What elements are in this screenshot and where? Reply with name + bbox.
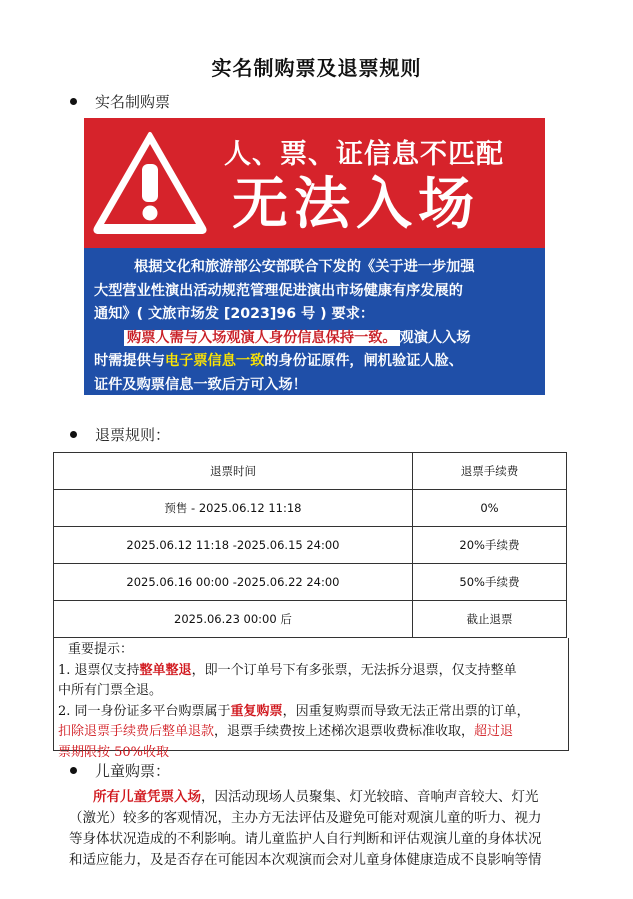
warning-triangle-icon [92,130,208,234]
notes-red-text: 扣除退票手续费后整单退款 [58,724,215,739]
notes-line [58,722,564,743]
notes-line [58,661,564,682]
banner-text-line: 大型营业性演出活动规范管理促进演出市场健康有序发展的 [94,282,463,299]
document-title: 实名制购票及退票规则 [211,56,422,80]
table-row [54,564,567,601]
notes-text: 2. 同一身份证多平台购票属于 [58,703,231,719]
notes-text: ，即一个订单号下有多张票，无法拆分退票，仅支持整单 [191,662,517,678]
children-policy-paragraph [69,787,564,871]
banner-text-segment: 的身份证原件，闸机验证人脸、 [264,353,463,369]
banner-text-line: 根据文化和旅游部公安部联合下发的《关于进一步加强 [134,259,475,275]
table-cell-time: 2025.06.12 11:18 -2025.06.15 24:00 [54,527,413,564]
children-emphasis: 所有儿童凭票入场 [93,789,201,805]
banner-headline: 人、票、证信息不匹配 [224,139,504,170]
table-row [54,490,567,527]
notes-text: 1. 退票仅支持 [58,662,140,678]
table-cell-fee: 50%手续费 [412,564,566,601]
banner-text-segment: 观演人入场 [399,329,471,346]
notes-emphasis: 重复购票 [230,703,283,719]
notes-red-text: 超过退 [474,724,514,739]
bullet-icon [70,431,77,438]
section-heading-label: 儿童购票： [95,762,171,780]
table-row [54,527,567,564]
table-header-fee: 退票手续费 [412,453,566,490]
notes-line [58,702,564,723]
table-header-time: 退票时间 [54,453,413,490]
table-header-row [54,453,567,490]
notes-text: ，因重复购票而导致无法正常出票的订单， [282,703,530,719]
bullet-icon [70,98,77,105]
section-heading-label: 退票规则： [95,426,171,444]
warning-banner [84,118,545,395]
table-cell-fee: 20%手续费 [412,527,566,564]
banner-text-line [94,327,537,351]
paragraph-line: 等身体状况造成的不利影响。请儿童监护人自行判断和评估观演儿童的身体状况 [69,831,542,847]
notes-heading: 重要提示： [68,642,134,657]
table-cell-time: 预售 - 2025.06.12 11:18 [54,490,413,527]
important-notes-box [53,638,569,760]
table-cell-fee: 0% [412,490,566,527]
banner-text-line: 通知》( 文旅市场发 [2023]96 号 ) 要求： [94,306,375,322]
notes-text: ，退票手续费按上述梯次退票收费标准收取， [214,724,475,739]
paragraph-line [69,787,564,808]
notes-emphasis: 整单整退 [139,662,192,678]
banner-highlight-yellow: 电子票信息一致 [164,353,265,369]
section-heading-label: 实名制购票 [95,93,171,111]
notes-line: 中所有门票全退。 [58,683,163,698]
banner-text-line: 证件及购票信息一致后方可入场！ [94,376,307,393]
banner-red-panel [84,118,545,248]
paragraph-line: （激光）较多的客观情况，主办方无法评估及避免可能对观演儿童的听力、视力 [69,810,542,826]
table-cell-fee: 截止退票 [412,601,566,638]
notes-line: 票期限按 50%收取 [58,744,170,760]
table-row [54,601,567,638]
paragraph-line: 和适应能力，及是否存在可能因本次观演而会对儿童身体健康造成不良影响等情 [69,852,542,868]
banner-text-line [94,350,537,374]
banner-main-warning: 无法入场 [232,172,480,237]
section-heading-children [70,760,170,781]
banner-text-segment: 时需提供与 [94,353,165,369]
section-heading-refund [70,424,170,445]
section-heading-realname [70,91,170,112]
table-cell-time: 2025.06.23 00:00 后 [54,601,413,638]
banner-highlight-white: 购票人需与入场观演人身份信息保持一致。 [124,330,400,346]
banner-notice-text [94,256,537,395]
bullet-icon [70,767,77,774]
table-cell-time: 2025.06.16 00:00 -2025.06.22 24:00 [54,564,413,601]
refund-rules-table [53,452,567,638]
paragraph-text: ，因活动现场人员聚集、灯光较暗、音响声音较大、灯光 [201,789,539,805]
